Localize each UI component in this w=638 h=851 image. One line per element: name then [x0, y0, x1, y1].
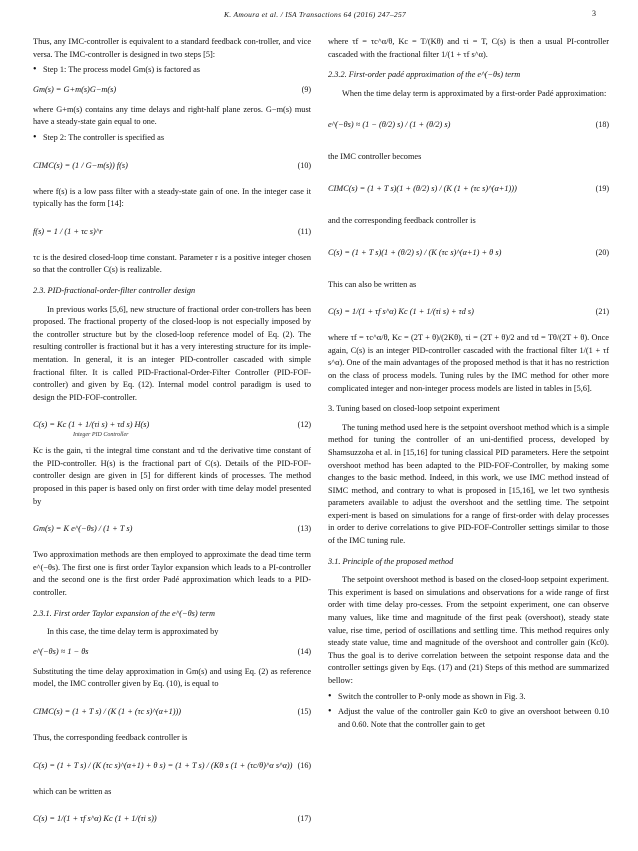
equation-body: C(s) = 1/(1 + τf s^α) Kc (1 + 1/(τi s)): [33, 814, 157, 824]
equation-15: [33, 694, 311, 728]
paragraph: When the time delay term is approximated by a first-order Padé approximation:: [342, 88, 607, 98]
equation-number: (10): [297, 160, 311, 170]
equation-body: C(s) = (1 + T s)(1 + (θ/2) s) / (K (τc s)^(α+1) + θ s): [328, 247, 502, 257]
bullet-icon: •: [328, 706, 332, 718]
list-item-text: Adjust the value of the controller gain Kc0 to give an overshoot between 0.10 and 0.60. Note that the controller gain to get: [338, 707, 609, 729]
equation-body: C(s) = (1 + T s) / (K (τc s)^(α+1) + θ s) = (1 + T s) / (Kθ s (1 + (τc/θ)^α s^α)): [33, 760, 293, 770]
equation-number: (15): [297, 707, 311, 716]
paragraph: The tuning method used here is the setpoint overshoot method which is a simple method for tuning the controller of an uni-dentified process, developed by Shamsuzzoha et al. in [15,16] for tuning classical PID parameters. Here the setpoint overshoot method has been adapted to the PID-FOF-Controller, by making some changes to the basic method. Indeed, in this work, we use IMC method instead of SIMC method, and contrary to what is proposed in [15,16], we let two synthesis parameters available to adjust the overshoot and the settling time. The setpoint experi-ment is based on simulations for a range of first-order with delay processes in order to derive correlations to give PID-FOF-Controller settings similar to those of the IMC tuning rule.: [328, 422, 609, 546]
equation-19: [328, 167, 609, 211]
paragraph: where τf = τc^α/θ, Kc = T/(Kθ) and τi = T, C(s) is then a usual PI-controller cascaded with the fractional filter 1/(1 + τf s^α).: [328, 37, 609, 59]
equation-number: (11): [297, 226, 311, 236]
equation-17: [33, 801, 311, 835]
equation-number: (13): [297, 524, 311, 534]
equation-13: [33, 511, 311, 545]
step-1-text: Step 1: The process model Gm(s) is factored as: [43, 65, 200, 75]
equation-11: [33, 214, 311, 248]
equation-18: [328, 103, 609, 147]
paragraph: In this case, the time delay term is approximated by: [47, 627, 219, 637]
section-heading-2-3: 2.3. PID-fractional-order-filter controller design: [33, 285, 196, 295]
paragraph: τc is the desired closed-loop time constant. Parameter r is a positive integer chosen so that the controller C(s) is realizable.: [33, 252, 311, 275]
equation-body: CIMC(s) = (1 + T s)(1 + (θ/2) s) / (K (1 + (τc s)^(α+1))): [328, 183, 517, 193]
equation-number: (17): [297, 814, 311, 824]
paragraph: Two approximation methods are then employed to approximate the dead time term e^(−θs). The first one is first order Taylor expansion which leads to a PI-controller and the second one is the first order Padé approximation which leads to a PID-controller.: [33, 550, 311, 598]
equation-body: e^(−θs) ≈ 1 − θs: [33, 646, 89, 656]
section-heading-2-3-2: 2.3.2. First-order padé approximation of the e^(−θs) term: [328, 70, 521, 80]
equation-body: Gm(s) = G+m(s)G−m(s): [33, 84, 117, 94]
list-item: [328, 706, 609, 731]
equation-number: (9): [301, 84, 311, 94]
equation-number: (21): [595, 307, 609, 317]
running-head: K. Amoura et al. / ISA Transactions 64 (2016) 247–257: [224, 10, 407, 19]
step-2-text: Step 2: The controller is specified as: [43, 132, 165, 142]
equation-number: (16): [297, 760, 311, 770]
paragraph: Thus, any IMC-controller is equivalent to a standard feedback con-troller, and vice versa. The IMC-controller is designed in two steps [5]:: [33, 37, 311, 59]
equation-body: f(s) = 1 / (1 + τc s)^r: [33, 226, 103, 236]
equation-number: (14): [297, 646, 311, 656]
equation-10: [33, 148, 311, 182]
paragraph: In previous works [5,6], new structure of fractional order con-trollers has been proposed. The fractional property of the closed-loop is not especially imposed by the controller structure but by the closed-loop reference model of Eq. (2). The resulting controller is fractional but it has a very interesting structure for its imple-mentation. In general, it is an integer PID-controller cascaded with simple fractional filter. It is called PID-Fractional-Order-Filter Controller (PID-FOF-controller) and given by Eq. (12). Internal model control paradigm is used to design the PID-FOF-controller.: [33, 304, 311, 402]
equation-body: e^(−θs) ≈ (1 − (θ/2) s) / (1 + (θ/2) s): [328, 120, 451, 130]
paragraph: The setpoint overshoot method is based on the closed-loop setpoint experiment. This experiment is based on simulations and observations for a wide range of first order with time delay pro-cesses. From the setpoint experiment, one can observe many values, like time and magnitude of the first peak (overshoot), steady state value, rise time, period of oscillations and settling time. This method requires only steady state value, time and magnitude of the overshoot and controller gain (Kc0). Thus the goal is to derive correlation between the setpoint response data and the controller settings given by Eqs. (17) and (21) Steps of this method are summarized bellow:: [328, 575, 609, 685]
paragraph: and the corresponding feedback controller is: [328, 215, 476, 225]
paragraph: Substituting the time delay approximation in Gm(s) and using Eq. (2) as reference model, the IMC controller given by Eq. (10), is equal to: [33, 666, 311, 689]
right-column: [328, 36, 609, 734]
equation-body: Gm(s) = K e^(−θs) / (1 + T s): [33, 524, 133, 534]
equation-body: CIMC(s) = (1 + T s) / (K (1 + (τc s)^(α+1))): [33, 707, 182, 716]
paragraph: where G+m(s) contains any time delays and right-half plane zeros. G−m(s) must have a steady-state gain equal to one.: [33, 104, 311, 127]
paragraph: which can be written as: [33, 786, 112, 796]
page-number: 3: [592, 9, 596, 18]
equation-21: [328, 294, 609, 328]
section-heading-2-3-1: 2.3.1. First order Taylor expansion of the e^(−θs) term: [33, 608, 215, 618]
running-header: [62, 8, 596, 22]
equation-12: [33, 407, 311, 441]
bullet-icon: •: [33, 131, 37, 143]
equation-number: (18): [595, 120, 609, 130]
section-heading-3: 3. Tuning based on closed-loop setpoint experiment: [328, 404, 500, 414]
equation-number: (19): [595, 183, 609, 193]
equation-underbrace-note: Integer PID Controller: [73, 432, 129, 439]
section-heading-3-1: 3.1. Principle of the proposed method: [328, 556, 454, 566]
list-item-text: Switch the controller to P-only mode as shown in Fig. 3.: [338, 691, 526, 701]
equation-14: [33, 642, 311, 662]
paragraph: Thus, the corresponding feedback controller is: [33, 733, 188, 742]
equation-body: CIMC(s) = (1 / G−m(s)) f(s): [33, 160, 128, 170]
equation-16: [33, 748, 311, 782]
equation-body: C(s) = Kc (1 + 1/(τi s) + τd s) H(s): [33, 420, 150, 430]
paragraph: where τf = τc^α/θ, Kc = (2T + θ)/(2Kθ), τi = (2T + θ)/2 and τd = Tθ/(2T + θ). Once again, C(s) is an integer PID-controller cascaded with the fractional filter 1/(1 + τf s^α). One of the main advantages of the proposed method is that it has no restriction on the class of process models. Tuning rules by the IMC method for other more complicated integer and non-integer process models are listed in tables in [5,6].: [328, 333, 609, 393]
equation-number: (12): [297, 420, 311, 430]
step-2: [33, 132, 311, 145]
paragraph: Kc is the gain, τi the integral time constant and τd the derivative time constant of the PID-controller. H(s) is the fractional part of C(s). Details of the PID-FOF-controller design are given in [5] for different kinds of processes. The method proposed in this paper is based only on first order with time delay model presented by: [33, 446, 311, 506]
paragraph: This can also be written as: [328, 279, 417, 289]
paragraph: where f(s) is a low pass filter with a steady-state gain of one. In the integer case it typically has the form [14]:: [33, 186, 311, 209]
bullet-icon: •: [33, 64, 37, 76]
equation-body: C(s) = 1/(1 + τf s^α) Kc (1 + 1/(τi s) + τd s): [328, 307, 474, 317]
paragraph: the IMC controller becomes: [328, 152, 422, 162]
bullet-icon: •: [328, 690, 332, 702]
left-column: [33, 36, 311, 839]
equation-20: [328, 231, 609, 275]
equation-number: (20): [595, 247, 609, 257]
list-item: [328, 691, 609, 704]
equation-9: [33, 80, 311, 100]
step-1: [33, 64, 311, 77]
